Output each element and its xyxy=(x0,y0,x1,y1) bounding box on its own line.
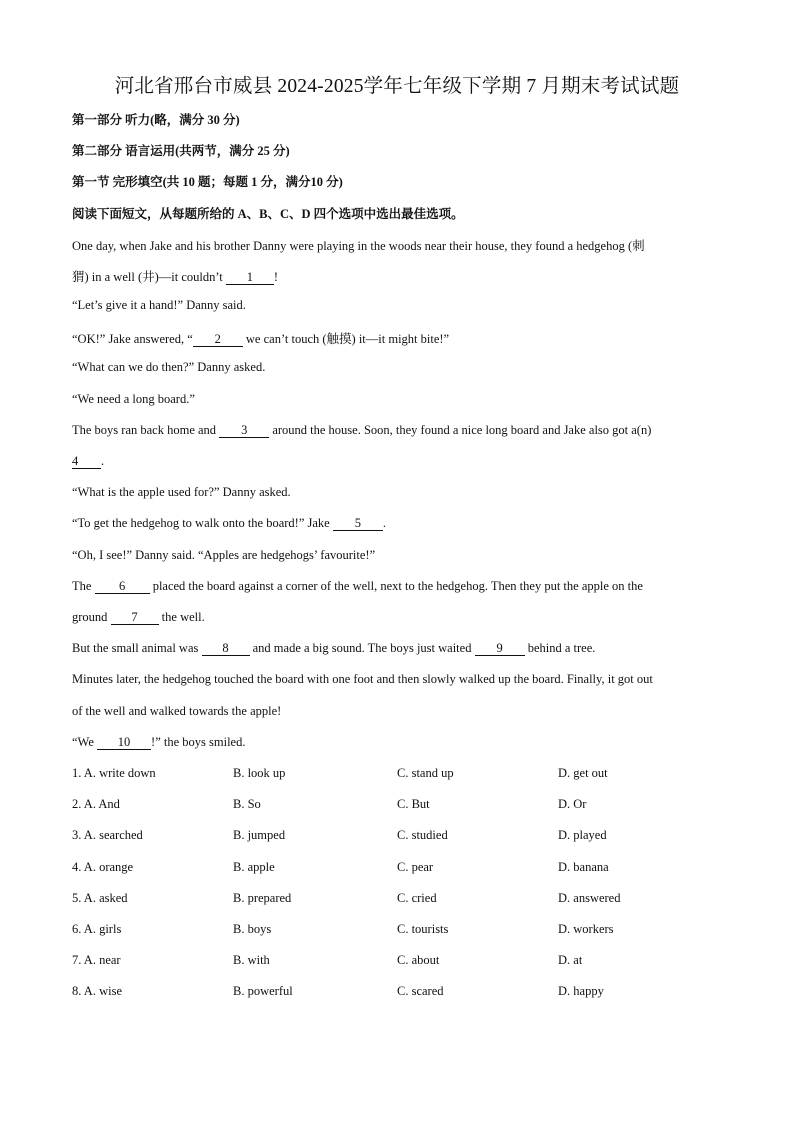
blank-7: 7 xyxy=(111,611,159,625)
passage-text: . xyxy=(101,454,105,468)
option-2-a: 2. A. And xyxy=(72,797,120,811)
option-8-b: B. powerful xyxy=(233,984,293,998)
option-6-c: C. tourists xyxy=(397,922,449,936)
part2-heading: 第二部分 语言运用(共两节，满分 25 分) xyxy=(72,144,290,158)
passage-text: ground xyxy=(72,610,111,624)
option-1-a: 1. A. write down xyxy=(72,766,156,780)
option-8-a: 8. A. wise xyxy=(72,984,122,998)
passage-text: behind a tree. xyxy=(524,641,596,655)
option-4-d: D. banana xyxy=(558,860,609,874)
passage-text: the well. xyxy=(158,610,205,624)
page-title: 河北省邢台市威县 2024-2025学年七年级下学期 7 月期末考试试题 xyxy=(114,76,680,97)
passage-text: and made a big sound. The boys just waited xyxy=(249,641,475,655)
passage-line: “Oh, I see!” Danny said. “Apples are hedgehogs’ favourite!” xyxy=(72,548,376,562)
option-1-b: B. look up xyxy=(233,766,286,780)
option-8-c: C. scared xyxy=(397,984,444,998)
option-7-c: C. about xyxy=(397,953,440,967)
option-4-b: B. apple xyxy=(233,860,275,874)
option-8-d: D. happy xyxy=(558,984,604,998)
blank-10: 10 xyxy=(97,736,151,750)
option-7-a: 7. A. near xyxy=(72,953,121,967)
passage-text: “We xyxy=(72,735,98,749)
passage-line xyxy=(72,735,245,750)
option-3-c: C. studied xyxy=(397,828,448,842)
blank-4: 4 xyxy=(72,455,101,469)
option-7-b: B. with xyxy=(233,953,270,967)
blank-6: 6 xyxy=(95,580,150,594)
option-2-d: D. Or xyxy=(558,797,587,811)
option-5-a: 5. A. asked xyxy=(72,891,128,905)
blank-9: 9 xyxy=(475,642,525,656)
option-6-d: D. workers xyxy=(558,922,614,936)
passage-text: The xyxy=(72,579,95,593)
section1-heading: 第一节 完形填空(共 10 题；每题 1 分，满分10 分) xyxy=(72,175,343,189)
passage-text: . xyxy=(382,516,386,530)
option-5-b: B. prepared xyxy=(233,891,292,905)
passage-line xyxy=(72,641,595,656)
passage-line xyxy=(72,423,651,438)
option-3-d: D. played xyxy=(558,828,607,842)
passage-line xyxy=(72,454,104,469)
option-2-b: B. So xyxy=(233,797,261,811)
passage-line: “What is the apple used for?” Danny asked. xyxy=(72,485,291,499)
passage-line xyxy=(72,516,386,531)
passage-text: ! xyxy=(273,270,279,284)
option-2-c: C. But xyxy=(397,797,430,811)
passage-text: “OK!” Jake answered, “ xyxy=(72,332,193,346)
option-4-c: C. pear xyxy=(397,860,434,874)
option-3-a: 3. A. searched xyxy=(72,828,143,842)
passage-line xyxy=(72,267,278,285)
passage-line: Minutes later, the hedgehog touched the board with one foot and then slowly walked up the board. Finally, it got out xyxy=(72,672,653,686)
passage-line: “We need a long board.” xyxy=(72,392,195,406)
option-6-b: B. boys xyxy=(233,922,272,936)
passage-text: placed the board against a corner of the well, next to the hedgehog. Then they put the apple on the xyxy=(149,579,643,593)
part1-heading: 第一部分 听力(略，满分 30 分) xyxy=(72,113,240,127)
blank-2: 2 xyxy=(193,333,243,347)
passage-line: One day, when Jake and his brother Danny were playing in the woods near their house, they found a hedgehog (刺 xyxy=(72,239,645,253)
option-5-d: D. answered xyxy=(558,891,621,905)
option-5-c: C. cried xyxy=(397,891,437,905)
passage-text: But the small animal was xyxy=(72,641,202,655)
blank-8: 8 xyxy=(202,642,250,656)
passage-line: “Let’s give it a hand!” Danny said. xyxy=(72,298,246,312)
blank-3: 3 xyxy=(219,424,269,438)
option-7-d: D. at xyxy=(558,953,583,967)
passage-text: around the house. Soon, they found a nice long board and Jake also got a(n) xyxy=(269,423,652,437)
passage-text: 猬) in a well (井)—it couldn’t xyxy=(72,270,226,284)
passage-line xyxy=(72,579,643,594)
passage-text: “To get the hedgehog to walk onto the board!” Jake xyxy=(72,516,333,530)
option-6-a: 6. A. girls xyxy=(72,922,122,936)
blank-5: 5 xyxy=(333,517,383,531)
passage-text: The boys ran back home and xyxy=(72,423,220,437)
passage-text: !” the boys smiled. xyxy=(151,735,246,749)
option-4-a: 4. A. orange xyxy=(72,860,134,874)
passage-line xyxy=(72,329,449,347)
option-1-c: C. stand up xyxy=(397,766,454,780)
passage-line: “What can we do then?” Danny asked. xyxy=(72,360,266,374)
passage-text: we can’t touch (触摸) it—it might bite!” xyxy=(242,332,450,346)
instruction: 阅读下面短文，从每题所给的 A、B、C、D 四个选项中选出最佳选项。 xyxy=(72,207,464,221)
blank-1: 1 xyxy=(226,271,274,285)
option-1-d: D. get out xyxy=(558,766,608,780)
passage-line xyxy=(72,610,205,625)
passage-line: of the well and walked towards the apple! xyxy=(72,704,282,718)
option-3-b: B. jumped xyxy=(233,828,286,842)
